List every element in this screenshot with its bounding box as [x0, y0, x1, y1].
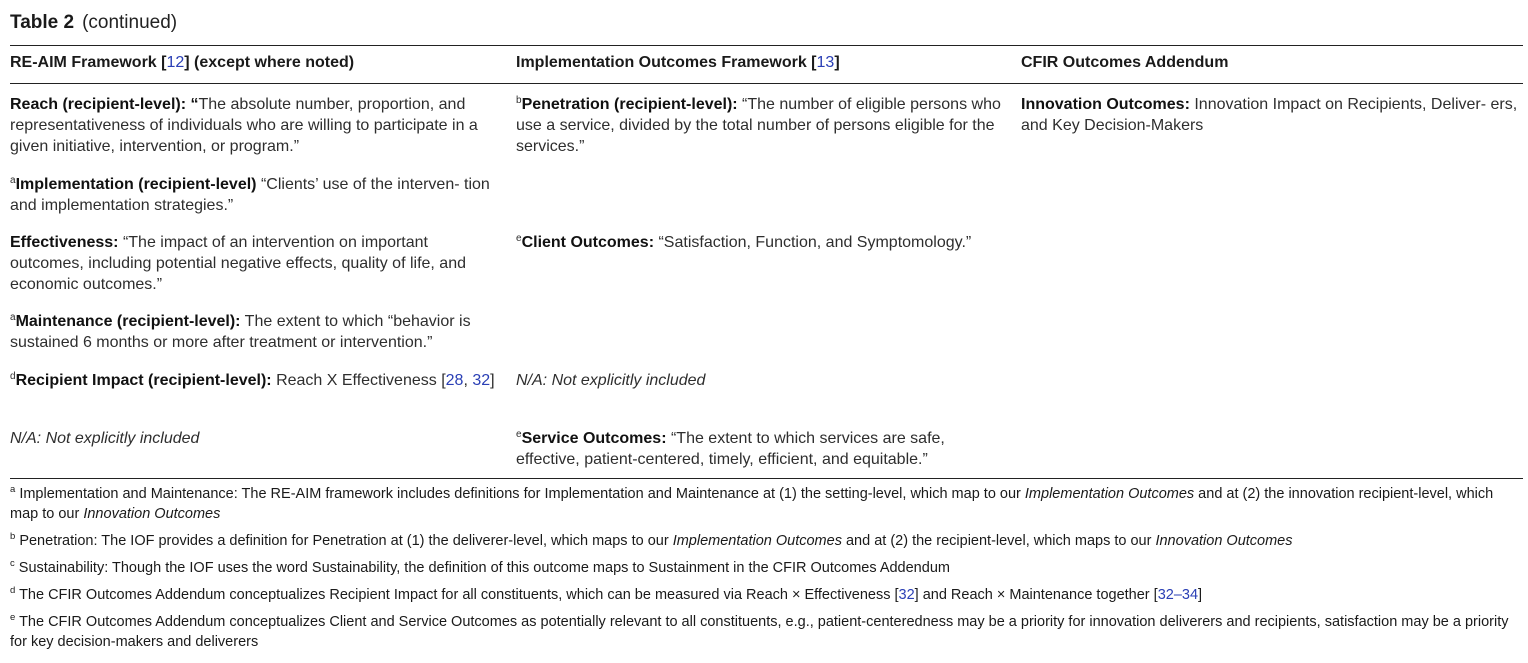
implementation-body: “Clients’ use of the interven- tion and implementation strategies.”	[10, 176, 490, 214]
recipient-impact-body: Reach X Effectiveness [	[271, 372, 446, 389]
footnote-b-italic: Innovation Outcomes	[1155, 533, 1293, 549]
footnote-c-marker: c	[10, 558, 15, 569]
reach-title: Reach (recipient-level): “	[10, 96, 199, 113]
service-outcomes-body: “The extent to which services are safe, effective, patient-centered, timely, efficient, and equitable.”	[516, 430, 945, 468]
header-iof	[516, 52, 840, 73]
header-re-aim-tail: ] (except where noted)	[184, 54, 355, 71]
cell-reach	[10, 94, 508, 157]
ref-link-28[interactable]: 28	[445, 372, 464, 389]
maintenance-body: The extent to which “behavior is sustained 6 months or more after treatment or intervention.”	[10, 313, 471, 351]
not-included-text: N/A: Not explicitly included	[516, 372, 706, 389]
footnote-a-text: Implementation and Maintenance: The RE-AIM framework includes definitions for Implementation and Maintenance at (1) the setting-level, which map to our	[15, 486, 1025, 502]
ref-separator: ,	[463, 372, 473, 389]
footnote-marker-a: a	[10, 175, 16, 186]
footnote-e-text: The CFIR Outcomes Addendum conceptualizes Client and Service Outcomes as potentially relevant to all constituents, e.g., patient-centeredness may be a priority for innovation deliverers and recipients, satisfaction may be a priority for key decision-makers and deliverers	[10, 614, 1509, 650]
footnote-marker-e: e	[516, 233, 522, 244]
ref-close: ]	[1198, 587, 1203, 603]
footnote-a	[10, 484, 1510, 524]
recipient-impact-title: Recipient Impact (recipient-level):	[15, 372, 272, 389]
footnote-b-marker: b	[10, 531, 16, 542]
cell-implementation	[10, 174, 500, 216]
cell-penetration	[516, 94, 1011, 157]
cell-maintenance	[10, 311, 500, 353]
footnote-d	[10, 585, 1510, 605]
footnote-a-italic: Innovation Outcomes	[83, 506, 221, 522]
footnote-b-text: and at (2) the recipient-level, which maps to our	[841, 533, 1156, 549]
header-re-aim	[10, 52, 354, 73]
footnote-marker-e: e	[516, 429, 522, 440]
implementation-title: Implementation (recipient-level)	[15, 176, 257, 193]
table-label: Table 2	[10, 12, 75, 33]
header-rule	[10, 83, 1523, 84]
cell-client-outcomes	[516, 232, 1011, 253]
footnote-e	[10, 612, 1510, 652]
ref-link-12[interactable]: 12	[166, 54, 185, 71]
header-iof-tail: ]	[834, 54, 840, 71]
cell-recipient-impact	[10, 370, 500, 391]
innovation-outcomes-body: Innovation Impact on Recipients, Deliver- ers, and Key Decision-Makers	[1021, 96, 1518, 134]
footnote-d-marker: d	[10, 585, 16, 596]
cell-innovation-outcomes	[1021, 94, 1524, 136]
service-outcomes-title: Service Outcomes:	[521, 430, 667, 447]
effectiveness-body: “The impact of an intervention on important outcomes, including potential negative effects, quality of life, and economic outcomes.”	[10, 234, 466, 293]
footnote-c	[10, 558, 1510, 578]
footnote-a-italic: Implementation Outcomes	[1024, 486, 1195, 502]
footnote-b-italic: Implementation Outcomes	[672, 533, 842, 549]
footnote-marker-b: b	[516, 95, 522, 106]
not-included-text: N/A: Not explicitly included	[10, 430, 200, 447]
reach-body: The absolute number, proportion, and representativeness of individuals who are willing to participate in a given initiative, intervention, or program.”	[10, 96, 478, 155]
cell-na-col2	[516, 370, 1011, 391]
ref-link-32[interactable]: 32	[472, 372, 491, 389]
header-iof-text: Implementation Outcomes Framework [	[516, 54, 817, 71]
header-cfir: CFIR Outcomes Addendum	[1021, 54, 1229, 71]
footnote-b-text: Penetration: The IOF provides a definition for Penetration at (1) the deliverer-level, which maps to our	[15, 533, 673, 549]
footnote-e-marker: e	[10, 612, 16, 623]
innovation-outcomes-title: Innovation Outcomes:	[1021, 96, 1190, 113]
ref-close: ]	[490, 372, 495, 389]
footnote-d-text: The CFIR Outcomes Addendum conceptualizes Recipient Impact for all constituents, which can be measured via Reach × Effectiveness [	[15, 587, 899, 603]
ref-link-13[interactable]: 13	[816, 54, 835, 71]
footnote-a-marker: a	[10, 484, 16, 495]
cell-service-outcomes	[516, 428, 976, 470]
maintenance-title: Maintenance (recipient-level):	[15, 313, 241, 330]
footnote-marker-d: d	[10, 371, 16, 382]
header-re-aim-text: RE-AIM Framework [	[10, 54, 167, 71]
ref-link-32-34[interactable]: 32–34	[1157, 587, 1199, 603]
footnote-b	[10, 531, 1510, 551]
footnote-marker-a: a	[10, 312, 16, 323]
effectiveness-title: Effectiveness:	[10, 234, 119, 251]
penetration-body: “The number of eligible persons who use a service, divided by the total number of persons eligible for the services.”	[516, 96, 1001, 155]
table-caption	[10, 11, 177, 35]
ref-link-32[interactable]: 32	[898, 587, 915, 603]
client-outcomes-title: Client Outcomes:	[521, 234, 655, 251]
top-rule	[10, 45, 1523, 46]
cell-na-col1	[10, 428, 500, 449]
client-outcomes-body: “Satisfaction, Function, and Symptomology.”	[654, 234, 972, 251]
footnote-d-text: ] and Reach × Maintenance together [	[914, 587, 1158, 603]
footnote-a-text: and at (2) the innovation recipient-level, which map to our	[10, 486, 1494, 522]
footnote-c-text: Sustainability: Though the IOF uses the word Sustainability, the definition of this outcome maps to Sustainment in the CFIR Outcomes Addendum	[14, 560, 950, 576]
table-continued-note: (continued)	[82, 12, 178, 33]
penetration-title: Penetration (recipient-level):	[521, 96, 738, 113]
cell-effectiveness	[10, 232, 490, 295]
bottom-rule	[10, 478, 1523, 479]
